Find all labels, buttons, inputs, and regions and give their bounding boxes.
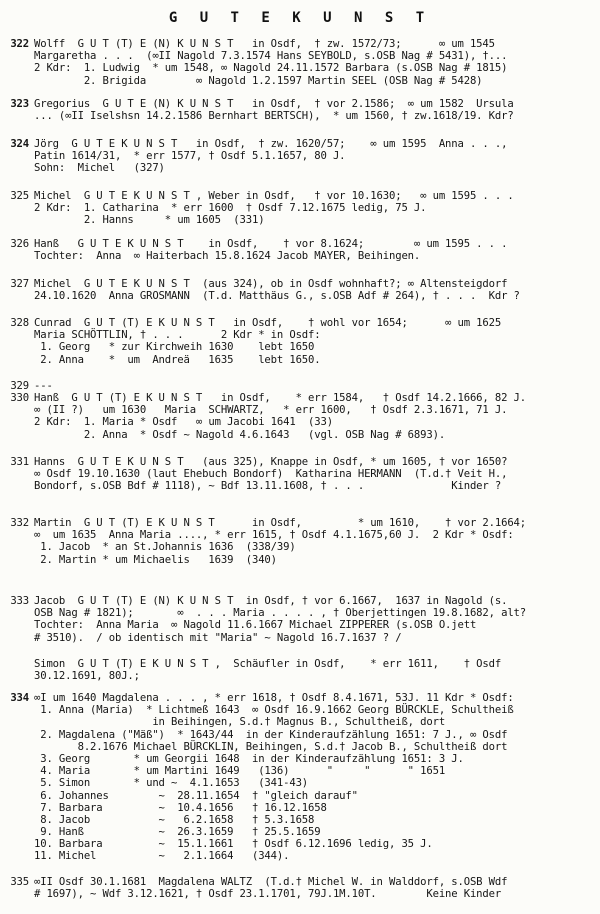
entry-line: 11. Michel ~ 2.1.1664 (344).	[34, 850, 290, 863]
entry-number: 325	[10, 190, 29, 202]
entry-line: Gregorius G U T E (N) K U N S T in Osdf, † vor 2.1586; ∞ um 1582 Ursula	[34, 98, 514, 110]
entry-333	[10, 595, 527, 644]
entry-323	[10, 98, 514, 123]
entry-line: Michel G U T E K U N S T (aus 324), ob in Osdf wohnhaft?; ∞ Altensteigdorf	[34, 278, 508, 290]
page-corner-mark	[546, 0, 584, 2]
entry-line: ... (∞II Iselshsn 14.2.1586 Bernhart BERTSCH), * um 1560, † zw.1618/19. Kdr?	[34, 110, 514, 123]
entry-line: Cunrad G U T (T) E K U N S T in Osdf, † wohl vor 1654; ∞ um 1625	[34, 317, 502, 329]
entry-line: ---	[34, 380, 53, 392]
entry-line: 2 Kdr: 1. Ludwig * um 1548, ∞ Nagold 24.11.1572 Barbara (s.OSB Nag # 1815)	[34, 62, 508, 75]
entry-line: Jacob G U T (T) E (N) K U N S T in Osdf, † vor 6.1667, 1637 in Nagold (s.	[34, 595, 508, 607]
entry-number: 322	[10, 38, 29, 50]
entry-line: 7. Barbara ~ 10.4.1656 † 16.12.1658	[34, 801, 327, 814]
entry-line: 1. Georg * zur Kirchweih 1630 lebt 1650	[34, 341, 315, 354]
entry-line: Hanß G U T E K U N S T in Osdf, † vor 8.1624; ∞ um 1595 . . .	[34, 238, 508, 250]
entry-number: 326	[10, 238, 29, 250]
entry-line: ∞I um 1640 Magdalena . . . , * err 1618, † Osdf 8.4.1671, 53J. 11 Kdr * Osdf:	[34, 692, 514, 704]
entry-line: 1. Anna (Maria) * Lichtmeß 1643 ∞ Osdf 16.9.1662 Georg BÜRCKLE, Schultheiß	[34, 704, 514, 717]
page-title: G U T E K U N S T	[168, 10, 432, 26]
entry-line: Bondorf, s.OSB Bdf # 1118), ~ Bdf 13.11.1608, † . . . Kinder ?	[34, 480, 502, 493]
entry-line: 5. Simon * und ~ 4.1.1653 (341-43)	[34, 777, 309, 790]
entry-line: 2. Hanns * um 1605 (331)	[34, 214, 265, 227]
entry-line: Hanß G U T (T) E K U N S T in Osdf, * err 1584, † Osdf 14.2.1666, 82 J.	[34, 392, 527, 404]
entry-line: 2. Brigida ∞ Nagold 1.2.1597 Martin SEEL (OSB Nag # 5428)	[34, 74, 483, 87]
entry-number: 330	[10, 392, 29, 404]
entry-329	[10, 380, 53, 392]
entry-line: Patin 1614/31, * err 1577, † Osdf 5.1.1657, 80 J.	[34, 150, 346, 163]
entry-line: Sohn: Michel (327)	[34, 162, 165, 175]
entry-number: 329	[10, 380, 29, 392]
entry-334	[10, 692, 514, 863]
entry-line: 2 Kdr: 1. Maria * Osdf ∞ um Jacobi 1641 (33)	[34, 416, 333, 429]
entry-326	[10, 238, 508, 263]
entry-line: 24.10.1620 Anna GROSMANN (T.d. Matthäus G., s.OSB Adf # 264), † . . . Kdr ?	[34, 290, 520, 303]
entry-line: Jörg G U T E K U N S T in Osdf, † zw. 1620/57; ∞ um 1595 Anna . . .,	[34, 138, 508, 150]
entry-line: Hanns G U T E K U N S T (aus 325), Knappe in Osdf, * um 1605, † vor 1650?	[34, 456, 508, 468]
entry-line: ∞II Osdf 30.1.1681 Magdalena WALTZ (T.d.† Michel W. in Walddorf, s.OSB Wdf	[34, 876, 508, 888]
entry-324	[10, 138, 508, 175]
entry-line: 2. Magdalena ("Mäß") * 1643/44 in der Kinderaufzählung 1651: 7 J., ∞ Osdf	[34, 728, 508, 741]
entry-325	[10, 190, 514, 227]
entry-line: 6. Johannes ~ 28.11.1654 † "gleich darauf"	[34, 789, 358, 802]
entry-line: ∞ um 1635 Anna Maria ...., * err 1615, † Osdf 4.1.1675,60 J. 2 Kdr * Osdf:	[34, 529, 514, 542]
entry-328	[10, 317, 502, 366]
entry-number: 335	[10, 876, 29, 888]
entry-line: 9. Hanß ~ 26.3.1659 † 25.5.1659	[34, 826, 321, 839]
entry-line: 4. Maria * um Martini 1649 (136) " " " 1651	[34, 765, 446, 778]
entry-number: 328	[10, 317, 29, 329]
entry-line: 2. Anna * Osdf ~ Nagold 4.6.1643 (vgl. OSB Nag # 6893).	[34, 428, 446, 441]
entry-line: Maria SCHÖTTLIN, † . . . 2 Kdr * in Osdf:	[34, 329, 321, 342]
entry-322	[10, 38, 508, 87]
entry-331	[10, 456, 508, 493]
entry-line: Martin G U T (T) E K U N S T in Osdf, * um 1610, † vor 2.1664;	[34, 517, 527, 529]
entry-line: Wolff G U T (T) E (N) K U N S T in Osdf, † zw. 1572/73; ∞ um 1545	[34, 38, 495, 50]
entry-unnumbered	[34, 658, 501, 682]
entry-line: ∞ Osdf 19.10.1630 (laut Ehebuch Bondorf) Katharina HERMANN (T.d.† Veit H.,	[34, 468, 508, 481]
entry-327	[10, 278, 520, 303]
entry-line: 8.2.1676 Michael BÜRCKLIN, Beihingen, S.d.† Jacob B., Schultheiß dort	[34, 740, 508, 753]
entry-line: Michel G U T E K U N S T , Weber in Osdf, † vor 10.1630; ∞ um 1595 . . .	[34, 190, 514, 202]
entry-number: 331	[10, 456, 29, 468]
entry-line: 2 Kdr: 1. Catharina * err 1600 † Osdf 7.12.1675 ledig, 75 J.	[34, 202, 427, 215]
entry-number: 332	[10, 517, 29, 529]
entry-number: 324	[10, 138, 29, 150]
entry-line: 2. Martin * um Michaelis 1639 (340)	[34, 553, 277, 566]
entry-number: 333	[10, 595, 29, 607]
entry-line: ∞ (II ?) um 1630 Maria SCHWARTZ, * err 1600, † Osdf 2.3.1671, 71 J.	[34, 404, 508, 417]
entry-332	[10, 517, 527, 566]
entry-line: 8. Jacob ~ 6.2.1658 † 5.3.1658	[34, 813, 315, 826]
entry-line: OSB Nag # 1821); ∞ . . . Maria . . . . , † Oberjettingen 19.8.1682, alt?	[34, 607, 527, 620]
entry-330	[10, 392, 527, 441]
entry-335	[10, 876, 508, 901]
entry-line: Simon G U T (T) E K U N S T , Schäufler in Osdf, * err 1611, † Osdf	[34, 658, 502, 670]
entry-line: Tochter: Anna Maria ∞ Nagold 11.6.1667 Michael ZIPPERER (s.OSB O.jett	[34, 619, 477, 632]
entry-line: 3. Georg * um Georgii 1648 in der Kinderaufzählung 1651: 3 J.	[34, 752, 464, 765]
entry-line: 10. Barbara ~ 15.1.1661 † Osdf 6.12.1696 ledig, 35 J.	[34, 838, 433, 851]
entry-line: in Beihingen, S.d.† Magnus B., Schultheiß, dort	[34, 716, 446, 729]
entry-number: 327	[10, 278, 29, 290]
entry-line: 2. Anna * um Andreä 1635 lebt 1650.	[34, 353, 321, 366]
entry-line: 1. Jacob * an St.Johannis 1636 (338/39)	[34, 541, 296, 554]
entry-line: 30.12.1691, 80J.;	[34, 670, 140, 683]
entry-line: Margaretha . . . (∞II Nagold 7.3.1574 Hans SEYBOLD, s.OSB Nag # 5431), †...	[34, 50, 508, 63]
entry-number: 334	[10, 692, 29, 704]
entry-line: Tochter: Anna ∞ Haiterbach 15.8.1624 Jacob MAYER, Beihingen.	[34, 250, 421, 263]
entry-line: # 3510). / ob identisch mit "Maria" ~ Nagold 16.7.1637 ? /	[34, 631, 402, 644]
entry-number: 323	[10, 98, 29, 110]
entry-line: # 1697), ~ Wdf 3.12.1621, † Osdf 23.1.1701, 79J.1M.10T. Keine Kinder	[34, 888, 502, 901]
